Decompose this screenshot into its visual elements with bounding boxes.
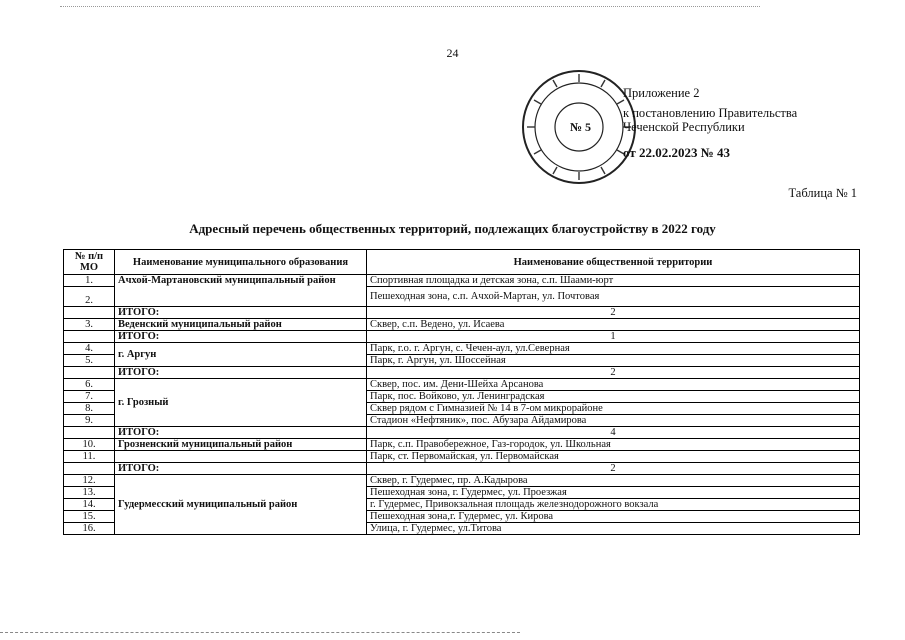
total-value: 4 (367, 427, 860, 439)
row-number: 7. (64, 391, 115, 403)
territory-name: Парк, г.о. г. Аргун, с. Чечен-аул, ул.Северная (367, 343, 860, 355)
row-number: 6. (64, 379, 115, 391)
territory-name: Улица, г. Гудермес, ул.Титова (367, 523, 860, 535)
row-number: 14. (64, 499, 115, 511)
total-label: ИТОГО: (115, 367, 367, 379)
territory-name: Пешеходная зона, с.п. Ачхой-Мартан, ул. Почтовая (367, 287, 860, 307)
stamp-number: № 5 (570, 120, 592, 134)
header-territory: Наименование общественной территории (367, 250, 860, 275)
total-label: ИТОГО: (115, 331, 367, 343)
territory-name: Парк, с.п. Правобережное, Газ-городок, ул. Школьная (367, 439, 860, 451)
territory-name: Парк, пос. Войково, ул. Ленинградская (367, 391, 860, 403)
mo-name: г. Грозный (115, 379, 367, 427)
row-number: 16. (64, 523, 115, 535)
total-row (64, 367, 860, 379)
page-number: 24 (446, 46, 459, 60)
table-row (64, 475, 860, 487)
territories-table (63, 249, 860, 535)
territory-name: Парк, ст. Первомайская, ул. Первомайская (367, 451, 860, 463)
territory-name: Парк, г. Аргун, ул. Шоссейная (367, 355, 860, 367)
territory-name: г. Гудермес, Привокзальная площадь железнодорожного вокзала (367, 499, 860, 511)
row-number: 11. (64, 451, 115, 463)
total-row (64, 463, 860, 475)
territory-name: Пешеходная зона,г. Гудермес, ул. Кирова (367, 511, 860, 523)
territory-name: Пешеходная зона, г. Гудермес, ул. Проезжая (367, 487, 860, 499)
total-value: 2 (367, 463, 860, 475)
row-number: 13. (64, 487, 115, 499)
total-label: ИТОГО: (115, 427, 367, 439)
total-value: 2 (367, 367, 860, 379)
mo-name: Ачхой-Мартановский муниципальный район (115, 275, 367, 307)
table-row (64, 379, 860, 391)
mo-name: Веденский муниципальный район (115, 319, 367, 331)
territory-name: Сквер, пос. им. Дени-Шейха Арсанова (367, 379, 860, 391)
row-number: 9. (64, 415, 115, 427)
scan-artifact-bottom (0, 632, 520, 635)
table-row (64, 275, 860, 287)
total-label: ИТОГО: (115, 463, 367, 475)
row-number: 2. (64, 287, 115, 307)
row-number: 3. (64, 319, 115, 331)
scan-artifact-top (60, 6, 760, 10)
appendix-block (623, 86, 797, 160)
total-row (64, 331, 860, 343)
table-row (64, 451, 860, 463)
row-number: 5. (64, 355, 115, 367)
appendix-line-3: Чеченской Республики (623, 120, 745, 134)
table-row (64, 319, 860, 331)
row-number: 8. (64, 403, 115, 415)
appendix-decree-number: от 22.02.2023 № 43 (623, 145, 731, 160)
row-number: 1. (64, 275, 115, 287)
territory-name: Сквер рядом с Гимназией № 14 в 7-ом микрорайоне (367, 403, 860, 415)
table-header-row (64, 250, 860, 275)
territory-name: Стадион «Нефтяник», пос. Абузара Айдамирова (367, 415, 860, 427)
mo-name: г. Аргун (115, 343, 367, 367)
document-title: Адресный перечень общественных территорий, подлежащих благоустройству в 2022 году (189, 221, 716, 236)
appendix-line-2: к постановлению Правительства (623, 106, 798, 120)
row-number: 12. (64, 475, 115, 487)
mo-name: Гудермесский муниципальный район (115, 475, 367, 535)
total-row (64, 307, 860, 319)
table-label: Таблица № 1 (788, 186, 857, 200)
header-num: № п/п МО (64, 250, 115, 275)
mo-name: Грозненский муниципальный район (115, 439, 367, 451)
territory-name: Сквер, г. Гудермес, пр. А.Кадырова (367, 475, 860, 487)
total-value: 2 (367, 307, 860, 319)
territory-name: Сквер, с.п. Ведено, ул. Исаева (367, 319, 860, 331)
official-seal (520, 68, 638, 186)
row-number: 15. (64, 511, 115, 523)
total-label: ИТОГО: (115, 307, 367, 319)
total-value: 1 (367, 331, 860, 343)
territory-name: Спортивная площадка и детская зона, с.п. Шаами-юрт (367, 275, 860, 287)
table-row (64, 343, 860, 355)
header-mo: Наименование муниципального образования (115, 250, 367, 275)
appendix-line-1: Приложение 2 (623, 86, 700, 100)
row-number: 4. (64, 343, 115, 355)
table-row (64, 439, 860, 451)
row-number: 10. (64, 439, 115, 451)
total-row (64, 427, 860, 439)
